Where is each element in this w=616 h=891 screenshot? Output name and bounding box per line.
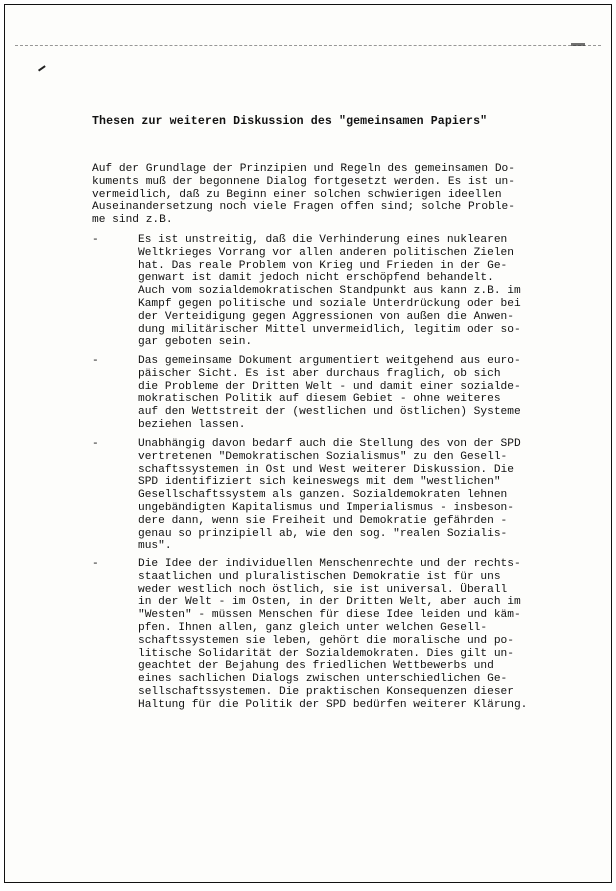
thesis-line: hat. Das reale Problem von Krieg und Frieden in der Ge- (138, 259, 508, 272)
thesis-line: weder westlich noch östlich, sie ist universal. Überall (138, 583, 508, 596)
thesis-line: Gesellschaftssystem als ganzen. Sozialdemokraten lehnen (138, 489, 508, 502)
thesis-line: litische Solidarität der Sozialdemokraten. Dies gilt un- (138, 647, 514, 660)
thesis-line: sellschaftssystemen. Die praktischen Konsequenzen dieser (138, 685, 514, 698)
scan-artifact-top (15, 45, 601, 52)
intro-paragraph (92, 163, 547, 227)
thesis-line: schaftssystemen sie leben, gehört die moralische und po- (138, 634, 514, 647)
thesis-line: in der Welt - im Osten, in der Dritten Welt, aber auch im (138, 596, 521, 609)
thesis-line: auf den Wettstreit der (westlichen und östlichen) Systeme (138, 406, 521, 419)
thesis-bullet: - (92, 438, 99, 450)
thesis-bullet: - (92, 234, 99, 246)
thesis-bullet: - (92, 355, 99, 367)
intro-line: me sind z.B. (92, 214, 173, 227)
scan-artifact-corner (571, 43, 585, 46)
thesis-bullet: - (92, 558, 99, 570)
thesis-line: Weltkrieges Vorrang vor allen anderen politischen Zielen (138, 246, 514, 259)
thesis-line: geachtet der Bejahung des friedlichen Wettbewerbs und (138, 660, 494, 673)
thesis-4 (92, 558, 552, 712)
thesis-line: staatlichen und pluralistischen Demokratie ist für uns (138, 570, 501, 583)
thesis-line: Es ist unstreitig, daß die Verhinderung eines nuklearen (138, 234, 508, 246)
intro-line: Auseinandersetzung noch viele Fragen offen sind; solche Proble- (92, 201, 515, 214)
thesis-line: "Westen" - müssen Menschen für diese Idee leiden und käm- (138, 609, 521, 622)
thesis-line: Haltung für die Politik der SPD bedürfen weiterer Klärung. (138, 698, 528, 711)
thesis-line: dere dann, wenn sie Freiheit und Demokratie gefährden - (138, 514, 508, 527)
thesis-3 (92, 438, 552, 553)
thesis-line: genwart ist damit jedoch nicht erschöpfend behandelt. (138, 272, 494, 285)
intro-line: vermeidlich, daß zu Beginn einer solchen schwierigen ideellen (92, 188, 502, 201)
thesis-line: schaftssystemen in Ost und West weiterer Diskussion. Die (138, 463, 514, 476)
document-title: Thesen zur weiteren Diskussion des "gemeinsamen Papiers" (92, 115, 488, 128)
thesis-line: dung militärischer Mittel unvermeidlich, legitim oder so- (138, 323, 521, 336)
thesis-text (138, 558, 550, 712)
thesis-line: ungebändigten Kapitalismus und Imperialismus - insbeson- (138, 501, 514, 514)
scan-artifact-mark (38, 65, 48, 75)
thesis-line: gar geboten sein. (138, 336, 253, 349)
intro-line: kuments muß der begonnene Dialog fortgesetzt werden. Es ist un- (92, 175, 515, 188)
thesis-text (138, 438, 550, 553)
thesis-line: genau so prinzipiell ab, wie den sog. "realen Sozialis- (138, 527, 508, 540)
thesis-line: SPD identifiziert sich keineswegs mit dem "westlichen" (138, 476, 501, 489)
thesis-line: vertretenen "Demokratischen Sozialismus" zu den Gesell- (138, 450, 508, 463)
intro-line: Auf der Grundlage der Prinzipien und Regeln des gemeinsamen Do- (92, 163, 515, 175)
thesis-line: pfen. Ihnen allen, ganz gleich unter welchen Gesell- (138, 621, 488, 634)
thesis-1 (92, 234, 552, 349)
thesis-text (138, 234, 550, 349)
thesis-line: eines sachlichen Dialogs zwischen unterschiedlichen Ge- (138, 673, 508, 686)
thesis-line: Das gemeinsame Dokument argumentiert weitgehend aus euro- (138, 355, 521, 367)
document-page (4, 4, 612, 883)
thesis-line: die Probleme der Dritten Welt - und damit einer sozialde- (138, 380, 521, 393)
thesis-line: päischer Sicht. Es ist aber durchaus fraglich, ob sich (138, 367, 501, 380)
thesis-2 (92, 355, 552, 432)
thesis-line: beziehen lassen. (138, 418, 246, 431)
thesis-line: mokratischen Politik auf diesem Gebiet - ohne weiteres (138, 393, 501, 406)
thesis-line: Die Idee der individuellen Menschenrechte und der rechts- (138, 558, 521, 570)
thesis-line: Unabhängig davon bedarf auch die Stellung des von der SPD (138, 438, 521, 450)
thesis-line: mus". (138, 540, 172, 553)
thesis-line: der Verteidigung gegen Aggressionen von außen die Anwen- (138, 310, 514, 323)
thesis-text (138, 355, 550, 432)
thesis-line: Kampf gegen politische und soziale Unterdrückung oder bei (138, 297, 521, 310)
thesis-line: Auch vom sozialdemokratischen Standpunkt aus kann z.B. im (138, 285, 521, 298)
